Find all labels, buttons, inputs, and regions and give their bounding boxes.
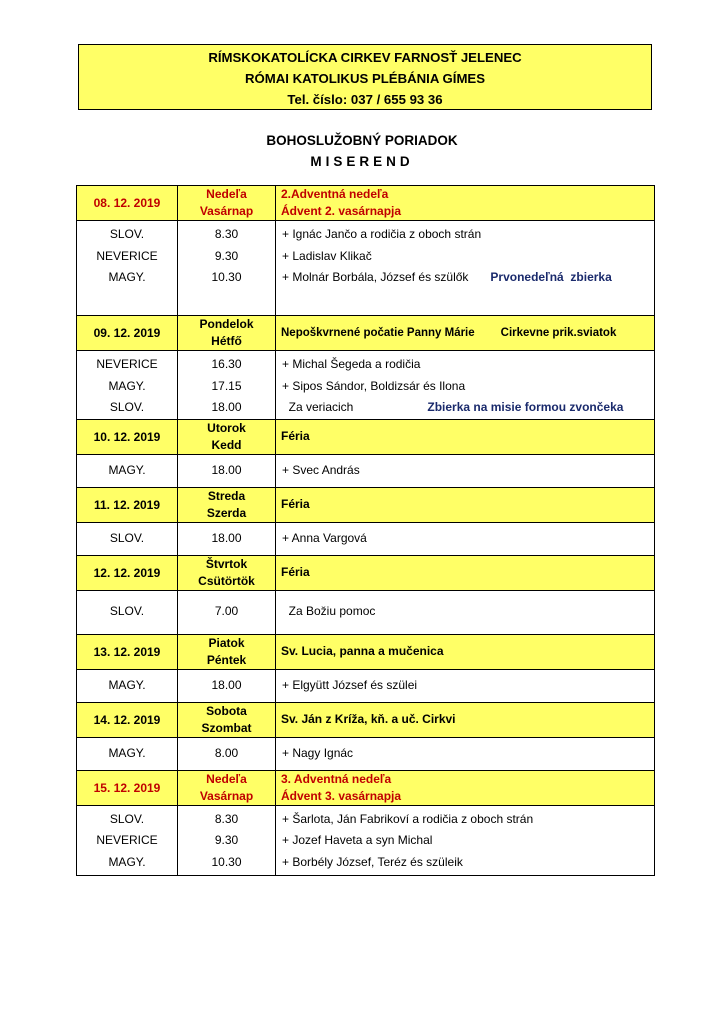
day-header-row xyxy=(77,487,655,522)
day-name-sk: Pondelok xyxy=(199,317,254,331)
mass-time: 9.30 xyxy=(214,248,239,263)
day-info xyxy=(276,702,655,737)
mass-intention-cell xyxy=(276,737,655,770)
day-name xyxy=(178,419,276,454)
day-name-hu: Szerda xyxy=(206,505,247,520)
mass-intention-line xyxy=(282,246,654,268)
mass-language: MAGY. xyxy=(108,854,146,869)
day-info xyxy=(276,555,655,590)
day-info-line xyxy=(281,711,654,728)
mass-language-cell xyxy=(77,454,178,487)
mass-language-cell xyxy=(77,669,178,702)
day-name-sk: Štvrtok xyxy=(205,556,248,571)
mass-time: 18.00 xyxy=(211,400,242,414)
mass-intention-cell xyxy=(276,669,655,702)
mass-language: MAGY. xyxy=(108,462,146,477)
mass-intention-line xyxy=(282,743,654,765)
mass-language: MAGY. xyxy=(108,745,146,760)
mass-time: 8.30 xyxy=(214,227,239,241)
mass-language-cell xyxy=(77,351,178,420)
day-info-line xyxy=(281,428,654,445)
mass-language: SLOV. xyxy=(109,530,145,545)
mass-intention-line xyxy=(282,852,654,874)
mass-time-cell xyxy=(178,805,276,875)
mass-time: 7.00 xyxy=(214,604,239,619)
day-info-line xyxy=(281,186,654,203)
mass-time: 17.15 xyxy=(211,378,242,393)
parish-name-sk: RÍMSKOKATOLÍCKA CIRKEV FARNOSŤ JELENEC xyxy=(208,50,522,65)
parish-name-hu: RÓMAI KATOLIKUS PLÉBÁNIA GÍMES xyxy=(244,71,486,86)
day-info-line xyxy=(281,771,654,788)
mass-time: 10.30 xyxy=(211,270,242,284)
day-info xyxy=(276,487,655,522)
day-name-hu: Hétfő xyxy=(211,334,242,348)
liturgical-day: Nepoškvrnené počatie Panny Márie xyxy=(281,326,475,339)
mass-row xyxy=(77,522,655,555)
day-info-line xyxy=(281,643,654,660)
day-header-row xyxy=(77,770,655,805)
mass-intention-line xyxy=(282,354,654,376)
liturgical-day: 3. Adventná nedeľa xyxy=(281,771,392,786)
day-header-row xyxy=(77,316,655,351)
mass-intention: Za veriacich xyxy=(282,400,354,414)
day-name xyxy=(178,316,276,351)
day-date: 09. 12. 2019 xyxy=(77,316,178,351)
mass-intention-line xyxy=(282,809,654,831)
mass-row xyxy=(77,737,655,770)
day-name-hu: Péntek xyxy=(206,652,247,667)
day-name xyxy=(178,555,276,590)
mass-intention: Za Božiu pomoc xyxy=(282,604,376,619)
mass-intention-line xyxy=(282,830,654,852)
day-date: 10. 12. 2019 xyxy=(77,419,178,454)
day-name-hu: Kedd xyxy=(211,437,242,452)
mass-intention-line xyxy=(282,675,654,697)
parish-header xyxy=(78,44,652,110)
mass-time: 18.00 xyxy=(211,677,242,692)
mass-intention: + Ignác Jančo a rodičia z oboch strán xyxy=(282,227,482,241)
day-name xyxy=(178,634,276,669)
mass-time: 18.00 xyxy=(211,462,242,477)
mass-time: 16.30 xyxy=(211,357,242,371)
mass-row xyxy=(77,590,655,634)
mass-language-cell xyxy=(77,737,178,770)
day-date: 12. 12. 2019 xyxy=(77,555,178,590)
mass-time: 10.30 xyxy=(211,854,242,869)
mass-intention-cell xyxy=(276,590,655,634)
liturgical-day: Sv. Lucia, panna a mučenica xyxy=(281,644,444,658)
day-info xyxy=(276,316,655,351)
mass-language: MAGY. xyxy=(108,677,146,692)
mass-intention: + Anna Vargová xyxy=(282,530,367,545)
mass-intention-line xyxy=(282,601,654,623)
mass-language-cell xyxy=(77,221,178,316)
schedule-title-sk: BOHOSLUŽOBNÝ PORIADOK xyxy=(266,133,458,148)
mass-intention-cell xyxy=(276,522,655,555)
mass-time-cell xyxy=(178,221,276,316)
day-name xyxy=(178,186,276,221)
mass-intention-cell xyxy=(276,454,655,487)
day-name-sk: Nedeľa xyxy=(206,771,247,786)
day-info-line xyxy=(281,325,654,342)
mass-intention-cell xyxy=(276,351,655,420)
mass-row xyxy=(77,805,655,875)
day-header-row xyxy=(77,634,655,669)
mass-row xyxy=(77,351,655,420)
mass-schedule-table xyxy=(76,185,655,876)
day-header-row xyxy=(77,419,655,454)
mass-row xyxy=(77,454,655,487)
mass-language-cell xyxy=(77,805,178,875)
day-name-sk: Streda xyxy=(207,488,246,503)
mass-language: NEVERICE xyxy=(96,833,158,847)
mass-intention: + Svec András xyxy=(282,462,360,477)
day-name xyxy=(178,702,276,737)
mass-intention: + Nagy Ignác xyxy=(282,745,354,760)
day-info xyxy=(276,419,655,454)
mass-time: 9.30 xyxy=(214,833,239,847)
mass-intention: + Michal Šegeda a rodičia xyxy=(282,357,421,371)
mass-time: 18.00 xyxy=(211,530,242,545)
parish-phone: Tel. číslo: 037 / 655 93 36 xyxy=(287,92,443,107)
day-name-sk: Utorok xyxy=(207,420,246,435)
liturgical-day-hu: Ádvent 2. vasárnapja xyxy=(281,204,402,218)
mass-language-cell xyxy=(77,590,178,634)
day-info-line xyxy=(281,564,654,581)
mass-intention-cell xyxy=(276,221,655,316)
schedule-title-hu: MISEREND xyxy=(310,154,414,169)
mass-intention: + Elgyütt József és szülei xyxy=(282,677,418,692)
day-header-row xyxy=(77,186,655,221)
mass-time-cell xyxy=(178,351,276,420)
mass-intention-line xyxy=(282,376,654,398)
mass-time-cell xyxy=(178,522,276,555)
day-header-row xyxy=(77,555,655,590)
day-header-row xyxy=(77,702,655,737)
mass-time: 8.00 xyxy=(214,745,239,760)
day-name-hu: Vasárnap xyxy=(199,788,254,803)
day-info xyxy=(276,770,655,805)
mass-time-cell xyxy=(178,737,276,770)
mass-row xyxy=(77,669,655,702)
mass-language: NEVERICE xyxy=(96,357,158,371)
collection-note: Prvonedeľná zbierka xyxy=(490,270,612,284)
mass-time-cell xyxy=(178,454,276,487)
mass-language: NEVERICE xyxy=(96,248,158,263)
mass-language: MAGY. xyxy=(108,270,146,284)
day-info xyxy=(276,186,655,221)
mass-row xyxy=(77,221,655,316)
mass-time-cell xyxy=(178,669,276,702)
day-name-sk: Piatok xyxy=(208,635,245,650)
mass-intention-line xyxy=(282,267,654,289)
liturgical-day: Féria xyxy=(281,429,310,443)
day-date: 11. 12. 2019 xyxy=(77,487,178,522)
day-info-line xyxy=(281,496,654,513)
day-name-sk: Nedeľa xyxy=(206,187,247,201)
day-date: 15. 12. 2019 xyxy=(77,770,178,805)
liturgical-day: 2.Adventná nedeľa xyxy=(281,187,389,201)
mass-intention: + Šarlota, Ján Fabrikoví a rodičia z oboch strán xyxy=(282,811,534,826)
collection-note: Zbierka na misie formou zvončeka xyxy=(427,400,624,414)
mass-language: SLOV. xyxy=(109,604,145,619)
mass-time-cell xyxy=(178,590,276,634)
day-name xyxy=(178,487,276,522)
day-info xyxy=(276,634,655,669)
day-name xyxy=(178,770,276,805)
day-date: 08. 12. 2019 xyxy=(77,186,178,221)
day-name-hu: Szombat xyxy=(201,720,252,735)
mass-intention: + Borbély József, Teréz és szüleik xyxy=(282,854,463,869)
day-name-sk: Sobota xyxy=(206,703,247,718)
liturgical-day: Féria xyxy=(281,565,310,579)
mass-intention-line xyxy=(282,397,654,419)
mass-language: SLOV. xyxy=(109,811,145,826)
mass-intention-cell xyxy=(276,805,655,875)
liturgical-day: Féria xyxy=(281,497,310,511)
mass-intention-line xyxy=(282,460,654,482)
mass-intention: + Molnár Borbála, József és szülők xyxy=(282,270,469,284)
mass-language: SLOV. xyxy=(109,400,145,414)
mass-intention: + Ladislav Klikač xyxy=(282,248,372,263)
day-name-hu: Csütörtök xyxy=(198,573,255,588)
liturgical-day: Sv. Ján z Kríža, kň. a uč. Cirkvi xyxy=(281,712,456,726)
mass-intention: + Jozef Haveta a syn Michal xyxy=(282,833,433,847)
mass-time: 8.30 xyxy=(214,811,239,826)
mass-language: SLOV. xyxy=(109,227,145,241)
mass-language: MAGY. xyxy=(108,378,146,393)
day-date: 13. 12. 2019 xyxy=(77,634,178,669)
feast-note: Cirkevne prik.sviatok xyxy=(500,326,617,339)
liturgical-day-hu: Ádvent 3. vasárnapja xyxy=(281,788,402,803)
mass-intention-line xyxy=(282,224,654,246)
mass-intention-line xyxy=(282,528,654,550)
day-name-hu: Vasárnap xyxy=(199,204,254,218)
day-date: 14. 12. 2019 xyxy=(77,702,178,737)
mass-intention: + Sipos Sándor, Boldizsár és Ilona xyxy=(282,378,466,393)
mass-language-cell xyxy=(77,522,178,555)
